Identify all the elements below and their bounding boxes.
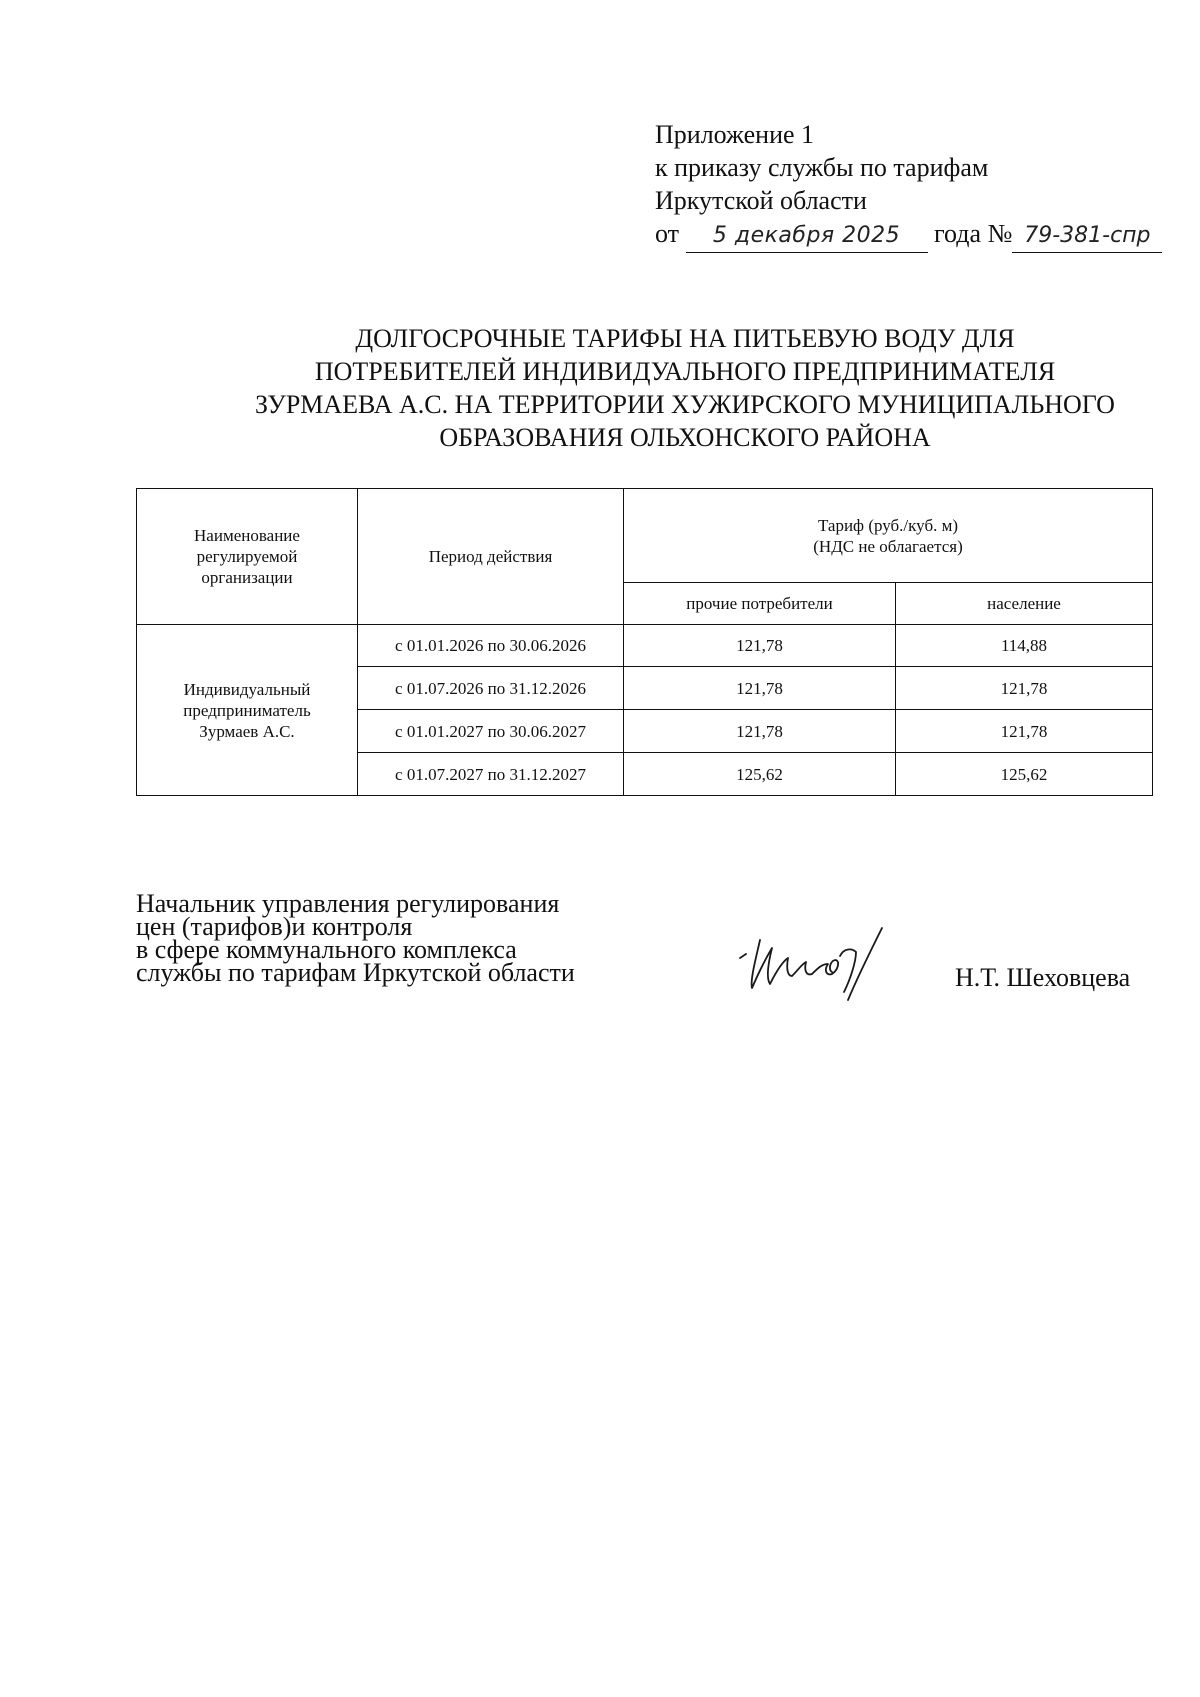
appendix-line-2: к приказу службы по тарифам <box>655 153 989 182</box>
others-cell: 121,78 <box>624 710 896 753</box>
org-name-line-2: предприниматель <box>183 700 311 720</box>
org-name-line-1: Индивидуальный <box>183 679 311 699</box>
handwritten-date: 5 декабря 2025 <box>686 219 928 253</box>
title-line-3: ЗУРМАЕВА А.С. НА ТЕРРИТОРИИ ХУЖИРСКОГО МУНИЦИПАЛЬНОГО <box>255 390 1115 419</box>
others-cell: 121,78 <box>624 625 896 667</box>
others-cell: 125,62 <box>624 753 896 796</box>
from-prefix: от <box>655 219 680 248</box>
document-title <box>120 322 1200 454</box>
year-word: года № <box>934 219 1013 248</box>
header-tariff-line-2: (НДС не облагается) <box>813 536 963 556</box>
appendix-line-3: Иркутской области <box>655 186 867 215</box>
population-cell: 125,62 <box>896 753 1153 796</box>
appendix-header <box>655 118 1162 253</box>
header-others: прочие потребители <box>624 583 896 625</box>
others-cell: 121,78 <box>624 667 896 710</box>
position-line-4: службы по тарифам Иркутской области <box>136 958 575 987</box>
position-line-3: в сфере коммунального комплекса <box>136 935 517 964</box>
appendix-line-1: Приложение 1 <box>655 120 815 149</box>
population-cell: 121,78 <box>896 710 1153 753</box>
population-cell: 114,88 <box>896 625 1153 667</box>
period-cell: с 01.07.2026 по 31.12.2026 <box>358 667 624 710</box>
signer-name: Н.Т. Шеховцева <box>955 963 1131 992</box>
header-period: Период действия <box>358 489 624 625</box>
appendix-line-date <box>655 217 1162 253</box>
handwritten-signature <box>732 918 952 1008</box>
population-cell: 121,78 <box>896 667 1153 710</box>
org-name-cell <box>137 625 358 796</box>
header-population: население <box>896 583 1153 625</box>
table-row <box>137 625 1153 667</box>
tariff-table <box>136 488 1153 796</box>
period-cell: с 01.07.2027 по 31.12.2027 <box>358 753 624 796</box>
period-cell: с 01.01.2027 по 30.06.2027 <box>358 710 624 753</box>
position-line-1: Начальник управления регулирования <box>136 889 560 918</box>
title-line-4: ОБРАЗОВАНИЯ ОЛЬХОНСКОГО РАЙОНА <box>439 423 931 452</box>
position-line-2: цен (тарифов)и контроля <box>136 912 413 941</box>
header-tariff <box>624 489 1153 583</box>
org-name-line-3: Зурмаев А.С. <box>199 721 295 741</box>
header-tariff-line-1: Тариф (руб./куб. м) <box>817 515 959 535</box>
header-org-line-3: организации <box>201 568 293 587</box>
title-line-1: ДОЛГОСРОЧНЫЕ ТАРИФЫ НА ПИТЬЕВУЮ ВОДУ ДЛЯ <box>355 324 1015 353</box>
signature-position-block <box>136 889 575 987</box>
header-org-line-1: Наименование <box>194 526 300 545</box>
header-org <box>137 489 358 625</box>
table-header-row <box>137 489 1153 583</box>
handwritten-order-number: 79-381-спр <box>1012 219 1162 253</box>
period-cell: с 01.01.2026 по 30.06.2026 <box>358 625 624 667</box>
header-org-line-2: регулируемой <box>196 547 298 566</box>
title-line-2: ПОТРЕБИТЕЛЕЙ ИНДИВИДУАЛЬНОГО ПРЕДПРИНИМАТЕЛЯ <box>314 357 1056 386</box>
